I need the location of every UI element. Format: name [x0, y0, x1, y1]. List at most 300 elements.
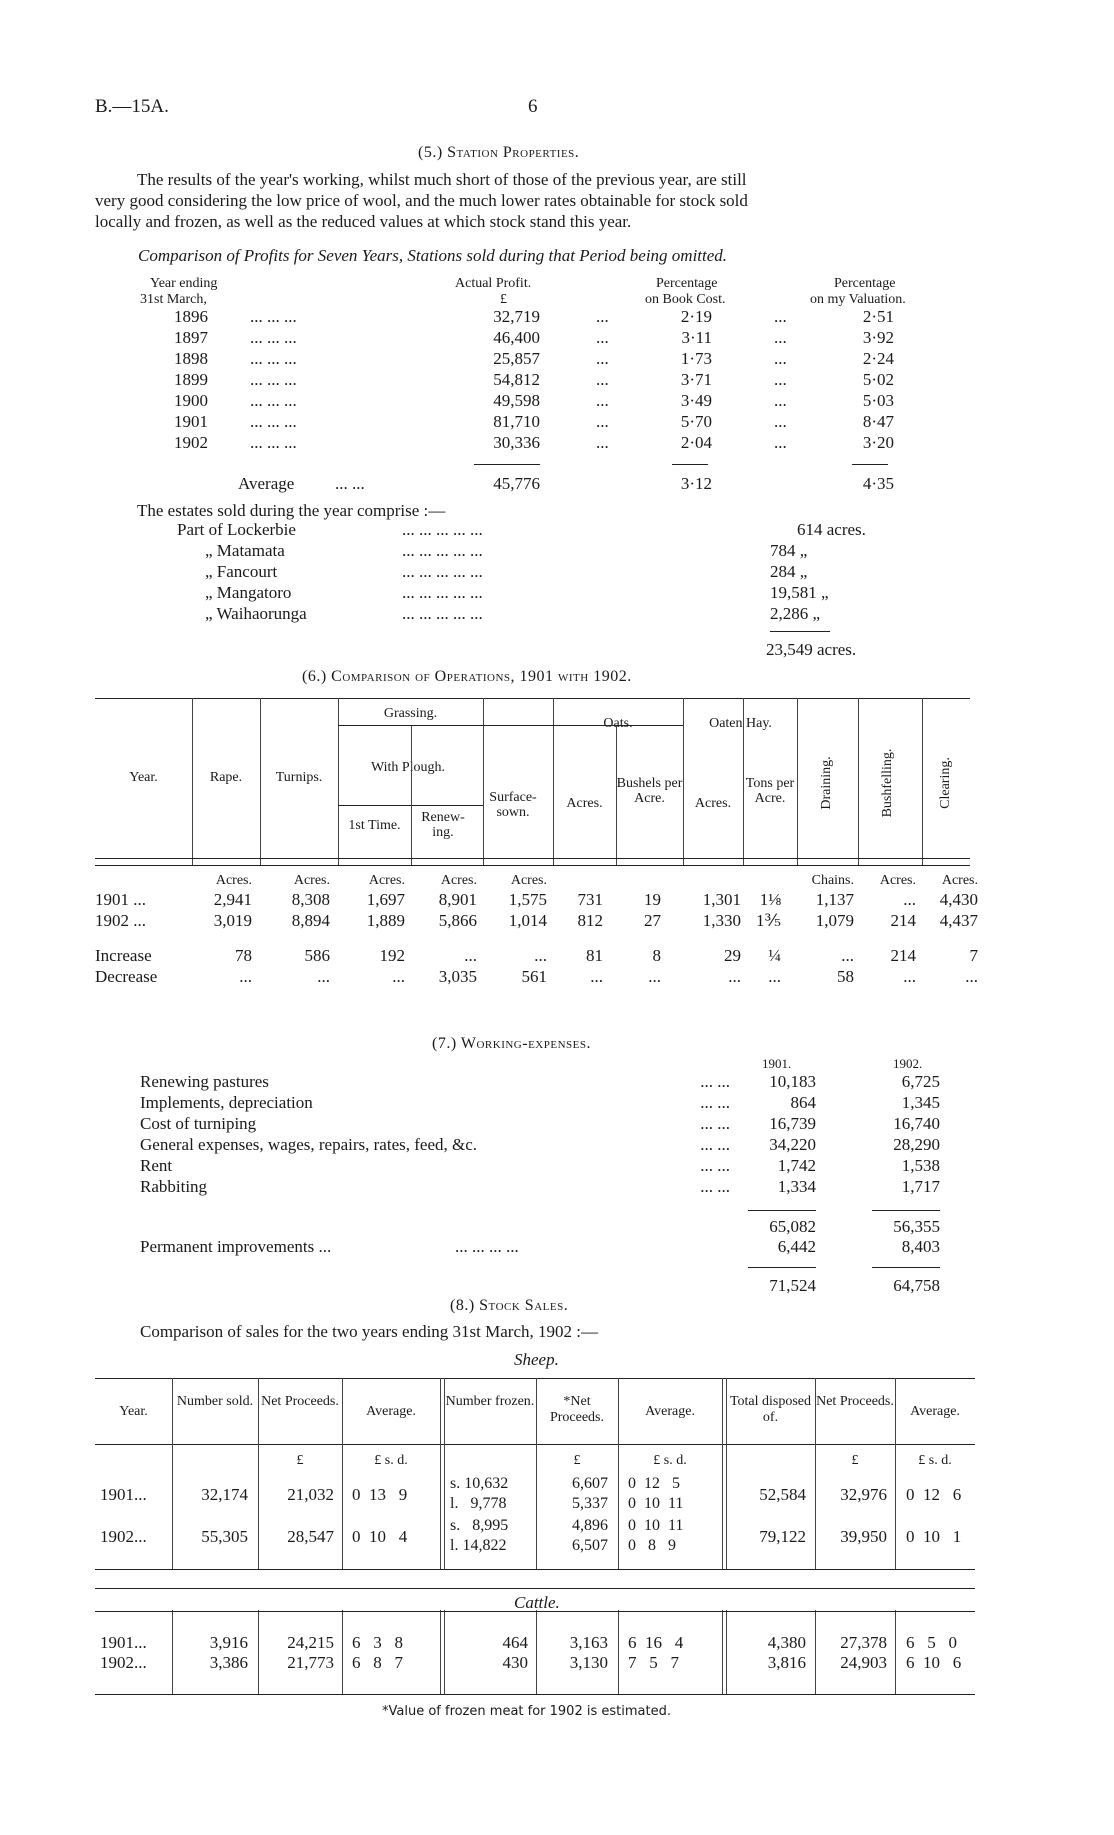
section-8-title: (8.) Stock Sales. [450, 1297, 569, 1314]
leader-dots: ... ... ... [250, 328, 297, 347]
table-cell: 1,575 [508, 890, 547, 909]
rule [172, 1378, 173, 1569]
rule [440, 1378, 441, 1569]
year-cell: 1902... [100, 1527, 147, 1546]
book-cell: 5·70 [680, 412, 712, 431]
col-head: on my Valuation. [810, 292, 906, 307]
book-cell: 2·19 [680, 307, 712, 326]
col-bushfelling: Bushfelling. [880, 748, 895, 818]
table-cell: 1,301 [702, 890, 741, 909]
unit-cell: Acres. [440, 873, 477, 888]
subtotal-1902: 56,355 [893, 1217, 940, 1236]
leader-dots: ... ... [700, 1093, 730, 1112]
favg-cell: 0 12 5 [628, 1475, 680, 1492]
frozen-cell: l. 9,778 [450, 1495, 507, 1512]
table-cell: 1,697 [366, 890, 405, 909]
section-7-title: (7.) Working-expenses. [432, 1035, 591, 1052]
cattle-caption: Cattle. [514, 1593, 560, 1612]
total-cell: 3,816 [767, 1653, 806, 1672]
table-cell: 78 [235, 946, 252, 965]
rule [748, 1267, 816, 1268]
leader-dots: ... ... [700, 1114, 730, 1133]
col-head: 1901. [762, 1056, 792, 1071]
rule [672, 464, 708, 465]
avg-cell: 0 10 4 [352, 1527, 408, 1546]
table-cell: 19 [644, 890, 661, 909]
expense-1902: 28,290 [893, 1135, 940, 1154]
col-plough: With Plough. [370, 760, 446, 775]
rule [722, 1610, 723, 1694]
table-cell: 5,866 [438, 911, 477, 930]
fnet-cell: 4,896 [572, 1517, 608, 1534]
leader-dots: ... ... ... ... [455, 1237, 519, 1256]
rule [444, 1378, 445, 1569]
tavg-cell: 0 10 1 [906, 1527, 962, 1546]
year-cell: 1900 [174, 391, 208, 410]
col-oats: Oats. [603, 716, 633, 731]
rule [95, 1378, 975, 1379]
year-cell: 1896 [174, 307, 208, 326]
fnet-cell: 5,337 [572, 1495, 608, 1512]
total-1901: 71,524 [769, 1276, 816, 1295]
rule [536, 1378, 537, 1569]
rule [258, 1378, 259, 1569]
col-num_frozen: Number frozen. [445, 1394, 535, 1409]
avg-cell: 6 3 8 [352, 1633, 403, 1652]
estate-name: „ Mangatoro [205, 583, 292, 602]
expense-1901: 864 [790, 1093, 816, 1112]
rule [95, 1588, 975, 1589]
rule [618, 1378, 619, 1569]
rule [95, 1611, 975, 1612]
rule [440, 1610, 441, 1694]
leader-dots: ... [774, 328, 787, 347]
col-hay-acres: Acres. [694, 796, 732, 811]
expense-1901: 34,220 [769, 1135, 816, 1154]
leader-dots: ... [774, 349, 787, 368]
currency-marker: £ [851, 1453, 859, 1468]
table-cell: ... [728, 967, 741, 986]
unit-cell: Chains. [811, 873, 854, 888]
rule [95, 1444, 975, 1445]
table-cell: 4,430 [939, 890, 978, 909]
profit-cell: 25,857 [493, 349, 540, 368]
fnet-cell: 6,507 [572, 1537, 608, 1554]
col-draining: Draining. [819, 756, 834, 810]
fnet-cell: 3,163 [569, 1633, 608, 1652]
leader-dots: ... [774, 433, 787, 452]
col-num_sold: Number sold. [176, 1394, 254, 1409]
valuation-cell: 5·03 [862, 391, 894, 410]
total-cell: 79,122 [759, 1527, 806, 1546]
table-cell: 1⅗ [756, 911, 781, 930]
total-cell: 4,380 [767, 1633, 806, 1652]
profit-cell: 49,598 [493, 391, 540, 410]
leader-dots: ... ... ... ... ... [402, 520, 483, 539]
year-cell: 1902... [100, 1653, 147, 1672]
estate-acres: 614 acres. [797, 520, 866, 539]
expense-label: Rent [140, 1156, 173, 1175]
leader-dots: ... [596, 433, 609, 452]
leader-dots: ... ... ... ... ... [402, 562, 483, 581]
table-cell: ¼ [768, 946, 781, 965]
year-cell: 1901... [100, 1633, 147, 1652]
net-cell: 28,547 [287, 1527, 334, 1546]
expense-1902: 1,345 [901, 1093, 940, 1112]
profits-caption: Comparison of Profits for Seven Years, Stations sold during that Period being omitted. [138, 246, 728, 265]
page-number: 6 [528, 96, 538, 117]
table-cell: 731 [577, 890, 603, 909]
currency-marker: £ [573, 1453, 581, 1468]
net-cell: 21,032 [287, 1485, 334, 1504]
col-surface: Surface-sown. [489, 790, 537, 820]
leader-dots: ... ... ... ... ... [402, 604, 483, 623]
rule [797, 698, 798, 865]
valuation-cell: 3·20 [862, 433, 894, 452]
rule [342, 1378, 343, 1569]
table-cell: 8,901 [438, 890, 477, 909]
year-cell: 1899 [174, 370, 208, 389]
expense-1901: 1,334 [777, 1177, 816, 1196]
table-cell: ... [841, 946, 854, 965]
section-5-title: (5.) Station Properties. [418, 144, 580, 161]
rule [258, 1610, 259, 1694]
estate-name: Part of Lockerbie [177, 520, 296, 539]
tavg-cell: 0 12 6 [906, 1485, 962, 1504]
year-cell: 1902 [174, 433, 208, 452]
row-label: Decrease [95, 967, 158, 986]
favg-cell: 0 8 9 [628, 1537, 676, 1554]
rule [852, 464, 888, 465]
expense-1901: 1,742 [777, 1156, 816, 1175]
table-cell: ... [768, 967, 781, 986]
rule [618, 1610, 619, 1694]
col-rape: Rape. [209, 770, 243, 785]
col-tons: Tons per Acre. [745, 776, 795, 806]
table-cell: 1,014 [508, 911, 547, 930]
table-cell: ... [392, 967, 405, 986]
year-cell: 1898 [174, 349, 208, 368]
table-cell: ... [965, 967, 978, 986]
col-net2: *Net Proceeds. [549, 1394, 605, 1425]
expense-label: Cost of turniping [140, 1114, 257, 1133]
estate-name: „ Fancourt [205, 562, 278, 581]
rule [474, 464, 540, 465]
currency-marker: £ s. d. [918, 1453, 952, 1468]
leader-dots: ... [774, 307, 787, 326]
favg-cell: 7 5 7 [628, 1653, 679, 1672]
table-cell: 586 [304, 946, 330, 965]
average-profit: 45,776 [493, 474, 540, 493]
rule [872, 1210, 940, 1211]
currency-marker: £ [296, 1453, 304, 1468]
unit-cell: Acres. [510, 873, 547, 888]
col-head: £ [500, 292, 507, 307]
table-cell: 29 [724, 946, 741, 965]
row-label: 1901 ... [95, 890, 146, 909]
expense-1902: 16,740 [893, 1114, 940, 1133]
table-cell: 8,308 [291, 890, 330, 909]
net-cell: 21,773 [287, 1653, 334, 1672]
table-cell: 3,035 [438, 967, 477, 986]
tnet-cell: 27,378 [840, 1633, 887, 1652]
rule [726, 1378, 727, 1569]
year-cell: 1897 [174, 328, 208, 347]
perm-label: Permanent improvements ... [140, 1237, 332, 1256]
rule [872, 1267, 940, 1268]
table-cell: 1,330 [702, 911, 741, 930]
sheep-caption: Sheep. [514, 1350, 559, 1369]
unit-cell: Acres. [879, 873, 916, 888]
perm-1901: 6,442 [777, 1237, 816, 1256]
estate-acres: 284 „ [770, 562, 808, 581]
leader-dots: ... ... [335, 474, 365, 493]
table-cell: 1,137 [815, 890, 854, 909]
table-cell: ... [648, 967, 661, 986]
col-head: Year ending [150, 276, 218, 291]
rule [748, 1210, 816, 1211]
rule [260, 698, 261, 865]
col-head: Percentage [656, 276, 718, 291]
net-cell: 24,215 [287, 1633, 334, 1652]
leader-dots: ... ... [700, 1156, 730, 1175]
table-cell: 561 [521, 967, 547, 986]
expense-label: Renewing pastures [140, 1072, 269, 1091]
book-cell: 3·11 [681, 328, 712, 347]
row-label: Increase [95, 946, 152, 965]
sold-cell: 55,305 [201, 1527, 248, 1546]
rule [342, 1610, 343, 1694]
table-cell: ... [464, 946, 477, 965]
table-cell: 81 [586, 946, 603, 965]
estate-acres: 19,581 „ [770, 583, 829, 602]
rule [770, 631, 830, 632]
total-cell: 52,584 [759, 1485, 806, 1504]
col-head: Percentage [834, 276, 896, 291]
table-cell: 812 [577, 911, 603, 930]
expense-1901: 10,183 [769, 1072, 816, 1091]
profit-cell: 30,336 [493, 433, 540, 452]
leader-dots: ... ... ... [250, 391, 297, 410]
unit-cell: Acres. [293, 873, 330, 888]
col-head: 31st March, [140, 292, 207, 307]
fnet-cell: 6,607 [572, 1475, 608, 1492]
table-cell: 8,894 [291, 911, 330, 930]
table-cell: 2,941 [213, 890, 252, 909]
col-first: 1st Time. [348, 818, 401, 833]
rule [192, 698, 193, 865]
rule [895, 1610, 896, 1694]
rule [726, 1610, 727, 1694]
leader-dots: ... [596, 349, 609, 368]
leader-dots: ... ... ... [250, 307, 297, 326]
table-cell: 8 [652, 946, 661, 965]
leader-dots: ... ... ... [250, 370, 297, 389]
col-oats-acres: Acres. [566, 796, 603, 811]
tavg-cell: 6 10 6 [906, 1653, 962, 1672]
rule [95, 698, 970, 699]
rule [815, 1378, 816, 1569]
col-head: Actual Profit. [455, 276, 532, 291]
rule [172, 1610, 173, 1694]
total-1902: 64,758 [893, 1276, 940, 1295]
rule [895, 1378, 896, 1569]
sold-cell: 3,386 [209, 1653, 248, 1672]
leader-dots: ... ... ... [250, 349, 297, 368]
rule [616, 725, 617, 865]
average-val: 4·35 [862, 474, 894, 493]
leader-dots: ... [774, 370, 787, 389]
leader-dots: ... ... ... ... ... [402, 583, 483, 602]
paragraph-line: very good considering the low price of wool, and the much lower rates obtainable for stock sold [95, 191, 748, 210]
table-cell: 214 [890, 911, 916, 930]
col-clearing: Clearing. [938, 757, 953, 809]
book-cell: 3·71 [680, 370, 712, 389]
col-grassing: Grassing. [383, 706, 438, 721]
table-cell: ... [590, 967, 603, 986]
subtotal-1901: 65,082 [769, 1217, 816, 1236]
profit-cell: 81,710 [493, 412, 540, 431]
col-renew: Renew-ing. [421, 810, 465, 840]
leader-dots: ... [596, 307, 609, 326]
section-6-title: (6.) Comparison of Operations, 1901 with 1902. [302, 668, 632, 685]
leader-dots: ... [774, 412, 787, 431]
leader-dots: ... ... [700, 1072, 730, 1091]
leader-dots: ... ... ... ... ... [402, 541, 483, 560]
rule [338, 725, 683, 726]
leader-dots: ... [774, 391, 787, 410]
rule [536, 1610, 537, 1694]
row-label: 1902 ... [95, 911, 146, 930]
expense-label: Rabbiting [140, 1177, 208, 1196]
table-cell: ... [903, 967, 916, 986]
table-cell: ... [317, 967, 330, 986]
footnote: *Value of frozen meat for 1902 is estimated. [382, 1704, 671, 1719]
table-cell: ... [903, 890, 916, 909]
sold-cell: 32,174 [201, 1485, 248, 1504]
rule [683, 698, 684, 865]
book-cell: 1·73 [680, 349, 712, 368]
rule [722, 1378, 723, 1569]
tnet-cell: 24,903 [840, 1653, 887, 1672]
leader-dots: ... ... [700, 1135, 730, 1154]
table-cell: 192 [379, 946, 405, 965]
frozen-cell: s. 8,995 [450, 1517, 509, 1534]
valuation-cell: 5·02 [862, 370, 894, 389]
rule [95, 865, 970, 866]
table-cell: 1,889 [366, 911, 405, 930]
favg-cell: 0 10 11 [628, 1495, 684, 1512]
table-cell: 1⅛ [759, 890, 781, 909]
favg-cell: 0 10 11 [628, 1517, 684, 1534]
sold-cell: 3,916 [209, 1633, 248, 1652]
book-cell: 3·49 [680, 391, 712, 410]
year-cell: 1901 [174, 412, 208, 431]
unit-cell: Acres. [368, 873, 405, 888]
rule [483, 698, 484, 865]
col-year: Year. [119, 1404, 148, 1419]
favg-cell: 6 16 4 [628, 1633, 684, 1652]
currency-marker: £ s. d. [374, 1453, 408, 1468]
rule [95, 858, 970, 859]
avg-cell: 6 8 7 [352, 1653, 403, 1672]
average-book: 3·12 [680, 474, 712, 493]
estate-name: „ Matamata [205, 541, 285, 560]
tnet-cell: 39,950 [840, 1527, 887, 1546]
table-cell: 7 [969, 946, 978, 965]
estates-intro: The estates sold during the year comprise :— [137, 501, 446, 520]
col-net1: Net Proceeds. [261, 1394, 339, 1409]
expense-label: General expenses, wages, repairs, rates, feed, &c. [140, 1135, 478, 1154]
table-cell: 214 [890, 946, 916, 965]
leader-dots: ... [596, 370, 609, 389]
leader-dots: ... ... [700, 1177, 730, 1196]
tavg-cell: 6 5 0 [906, 1633, 957, 1652]
col-head: 1902. [893, 1056, 923, 1071]
valuation-cell: 2·24 [862, 349, 894, 368]
leader-dots: ... ... ... [250, 433, 297, 452]
estate-acres: 784 „ [770, 541, 808, 560]
frozen-cell: 430 [502, 1653, 528, 1672]
paragraph-line: The results of the year's working, whilst much short of those of the previous year, are still [137, 170, 747, 189]
fnet-cell: 3,130 [569, 1653, 608, 1672]
unit-cell: Acres. [215, 873, 252, 888]
avg-cell: 0 13 9 [352, 1485, 408, 1504]
col-head: on Book Cost. [645, 292, 726, 307]
unit-cell: Acres. [941, 873, 978, 888]
table-cell: ... [239, 967, 252, 986]
currency-marker: £ s. d. [653, 1453, 687, 1468]
expense-1902: 1,717 [901, 1177, 940, 1196]
col-bushels: Bushels per Acre. [616, 776, 683, 806]
rule [858, 698, 859, 865]
profit-cell: 46,400 [493, 328, 540, 347]
rule [444, 1610, 445, 1694]
table-cell: ... [534, 946, 547, 965]
expense-1902: 1,538 [901, 1156, 940, 1175]
table-cell: 27 [644, 911, 661, 930]
year-cell: 1901... [100, 1485, 147, 1504]
col-total: Total disposed of. [729, 1394, 812, 1425]
table-cell: 1,079 [815, 911, 854, 930]
table-cell: 58 [837, 967, 854, 986]
book-cell: 2·04 [680, 433, 712, 452]
rule [815, 1610, 816, 1694]
rule [338, 698, 339, 865]
tnet-cell: 32,976 [840, 1485, 887, 1504]
leader-dots: ... [596, 412, 609, 431]
rule [743, 698, 744, 865]
page-ref: B.—15A. [95, 96, 169, 117]
average-label: Average [238, 474, 295, 493]
col-avg: Average. [366, 1404, 416, 1419]
rule [95, 1569, 975, 1570]
rule [95, 1694, 975, 1695]
frozen-cell: l. 14,822 [450, 1537, 507, 1554]
col-year: Year. [129, 770, 158, 785]
leader-dots: ... ... ... [250, 412, 297, 431]
table-cell: 3,019 [213, 911, 252, 930]
sales-intro: Comparison of sales for the two years ending 31st March, 1902 :— [140, 1322, 598, 1341]
estates-total: 23,549 acres. [766, 640, 857, 659]
valuation-cell: 2·51 [862, 307, 894, 326]
estate-name: „ Waihaorunga [205, 604, 307, 623]
estate-acres: 2,286 „ [770, 604, 821, 623]
table-cell: 4,437 [939, 911, 978, 930]
expense-label: Implements, depreciation [140, 1093, 313, 1112]
rule [411, 805, 412, 865]
expense-1901: 16,739 [769, 1114, 816, 1133]
